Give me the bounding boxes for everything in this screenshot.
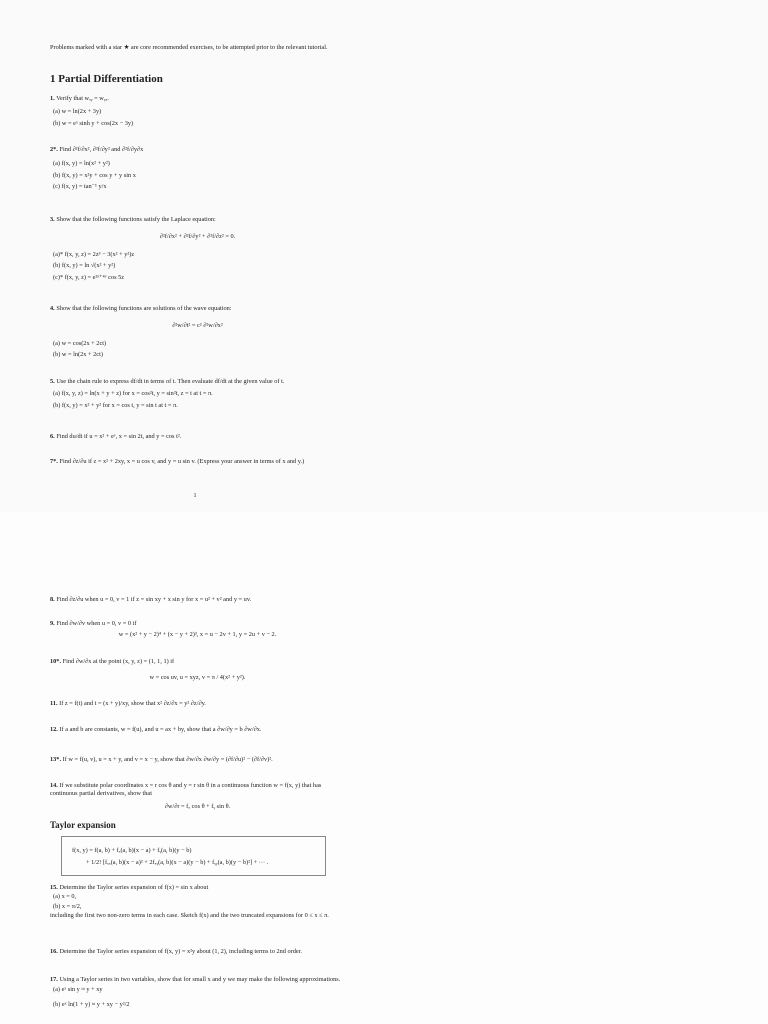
problem-text: Find ∂w/∂x at the point (x, y, z) = (1, 1, 1) if <box>62 658 175 665</box>
problem-part: (b) eˣ ln(1 + y) ≈ y + xy − y²/2 <box>53 1000 130 1008</box>
problem-label: 11. <box>50 700 58 707</box>
problem-label: 6. <box>50 433 55 440</box>
problem-label: 13*. <box>50 756 62 763</box>
problem-text: If a and b are constants, w = f(u), and u = ax + by, show that a ∂w/∂y = b ∂w/∂x. <box>59 726 262 733</box>
problem-9 <box>50 620 345 640</box>
intro-note: Problems marked with a star ★ are core recommended exercises, to be attempted prior to the relevant tutorial. <box>50 44 328 51</box>
page-number: 1 <box>193 493 197 499</box>
problem-part: (c) f(x, y) = tan⁻¹ y/x <box>53 183 107 191</box>
problem-label: 8. <box>50 596 55 603</box>
problem-part: (b) x = π/2, <box>53 902 82 910</box>
problem-part: (c)* f(x, y, z) = e³ˣ⁺⁴ʸ cos 5z <box>53 273 125 281</box>
problem-14 <box>50 782 345 811</box>
problem-text: Use the chain rule to express df/dt in terms of t. Then evaluate df/dt at the given value of t. <box>56 378 285 385</box>
problem-part: (a) w = cos(2x + 2ct) <box>53 339 107 347</box>
problem-text: Show that the following functions satisfy the Laplace equation: <box>56 216 216 223</box>
problem-8 <box>50 596 345 604</box>
problem-equation: w = (x² + y − 2)⁴ + (x − y + 2)³, x = u − 2v + 1, y = 2u + v − 2. <box>118 631 277 639</box>
problem-text: Determine the Taylor series expansion of f(x, y) = x²y about (1, 2), including terms to 2nd order. <box>59 948 302 955</box>
problem-label: 14. <box>50 782 58 789</box>
problem-label: 7*. <box>50 458 58 465</box>
problem-1 <box>50 95 345 128</box>
laplace-equation: ∂²f/∂x² + ∂²f/∂y² + ∂²f/∂z² = 0. <box>159 233 236 241</box>
problem-12 <box>50 726 345 734</box>
problem-16 <box>50 948 345 956</box>
problem-text: If z = f(t) and t = (x + y)/xy, show that x² ∂z/∂x = y² ∂z/∂y. <box>59 700 206 707</box>
problem-part: (b) w = ln(2x + 2ct) <box>53 351 103 359</box>
problem-text: Find ∂z/∂u when u = 0, v = 1 if z = sin xy + x sin y for x = u² + v² and y = uv. <box>56 596 252 603</box>
problem-text: Find ∂²f/∂x², ∂²f/∂y² and ∂²f/∂y∂x <box>59 146 144 153</box>
problem-11 <box>50 700 345 708</box>
problem-text: Determine the Taylor series expansion of f(x) = sin x about <box>59 884 209 891</box>
problem-part: (b) f(x, y) = ln √(x² + y²) <box>53 262 116 270</box>
problem-2 <box>50 146 345 192</box>
problem-part: (a) x = 0, <box>53 893 77 901</box>
problem-label: 4. <box>50 305 55 312</box>
problem-10 <box>50 658 345 683</box>
page-2 <box>0 512 768 1024</box>
problem-label: 5. <box>50 378 55 385</box>
problem-4 <box>50 305 345 360</box>
problem-text: If w = f(u, v), u = x + y, and v = x − y, show that ∂w/∂x ∂w/∂y = (∂f/∂u)² − (∂f/∂v)². <box>62 756 273 763</box>
problem-text: Using a Taylor series in two variables, show that for small x and y we may make the following approximations. <box>59 976 341 983</box>
problem-label: 17. <box>50 976 58 983</box>
problem-note: including the first two non-zero terms in each case. Sketch f(x) and the two truncated expansions for 0 ≤ x ≤ π. <box>50 912 329 920</box>
problem-text: Find ∂z/∂u if z = x² + 2xy, x = u cos v, and y = u sin v. (Express your answer in terms of x and y.) <box>59 458 305 465</box>
problem-label: 2*. <box>50 146 58 153</box>
problem-3 <box>50 216 345 282</box>
problem-part: (b) f(x, y) = x²y + cos y + y sin x <box>53 171 136 179</box>
problem-17 <box>50 976 345 1009</box>
problem-part: (a) f(x, y, z) = ln(x + y + z) for x = cos²t, y = sin²t, z = t at t = π. <box>53 390 213 398</box>
problem-part: (a) eˣ sin y ≈ y + xy <box>53 986 103 994</box>
problem-label: 16. <box>50 948 58 955</box>
problem-label: 10*. <box>50 658 62 665</box>
problem-label: 3. <box>50 216 55 223</box>
problem-text: If we substitute polar coordinates x = r cos θ and y = r sin θ in a continuous function w = f(x, y) that has continuous partial derivatives, show that <box>50 782 322 798</box>
problem-text: Show that the following functions are solutions of the wave equation: <box>56 305 232 312</box>
problem-label: 9. <box>50 620 55 627</box>
problem-text: Find ∂w/∂v when u = 0, v = 0 if <box>56 620 137 627</box>
section-title: 1 Partial Differentiation <box>50 73 163 85</box>
problem-label: 12. <box>50 726 58 733</box>
problem-part: (b) f(x, y) = x² + y² for x = cos t, y = sin t at t = π. <box>53 401 178 409</box>
problem-13 <box>50 756 345 764</box>
problem-part: (b) w = eˣ sinh y + cos(2x − 3y) <box>53 119 134 127</box>
problem-6 <box>50 433 345 441</box>
problem-5 <box>50 378 345 410</box>
problem-text: Verify that wₓᵧ = wᵧₓ. <box>56 95 109 102</box>
problem-15 <box>50 884 345 921</box>
problem-equation: w = cos uv, u = xyz, v = π / 4(x² + y²). <box>149 674 246 682</box>
problem-part: (a)* f(x, y, z) = 2z³ − 3(x² + y²)z <box>53 250 135 258</box>
problem-label: 15. <box>50 884 58 891</box>
problem-equation: ∂w/∂r = fₓ cos θ + fᵧ sin θ. <box>164 802 231 810</box>
problem-part: (a) f(x, y) = ln(x² + y²) <box>53 160 110 168</box>
taylor-line-1: f(x, y) = f(a, b) + fₓ(a, b)(x − a) + fᵧ(a, b)(y − b) <box>72 847 192 854</box>
taylor-line-2: + 1/2! [fₓₓ(a, b)(x − a)² + 2fₓᵧ(a, b)(x − a)(y − b) + fᵧᵧ(a, b)(y − b)²] + ··· . <box>86 859 269 866</box>
taylor-formula-box <box>61 836 326 876</box>
problem-7 <box>50 458 345 466</box>
problem-text: Find du/dt if u = x² + eʸ, x = sin 2t, and y = cos t². <box>56 433 182 440</box>
problem-label: 1. <box>50 95 55 102</box>
wave-equation: ∂²w/∂t² = c² ∂²w/∂x² <box>172 322 223 330</box>
taylor-title: Taylor expansion <box>50 820 116 830</box>
problem-part: (a) w = ln(2x + 3y) <box>53 108 102 116</box>
